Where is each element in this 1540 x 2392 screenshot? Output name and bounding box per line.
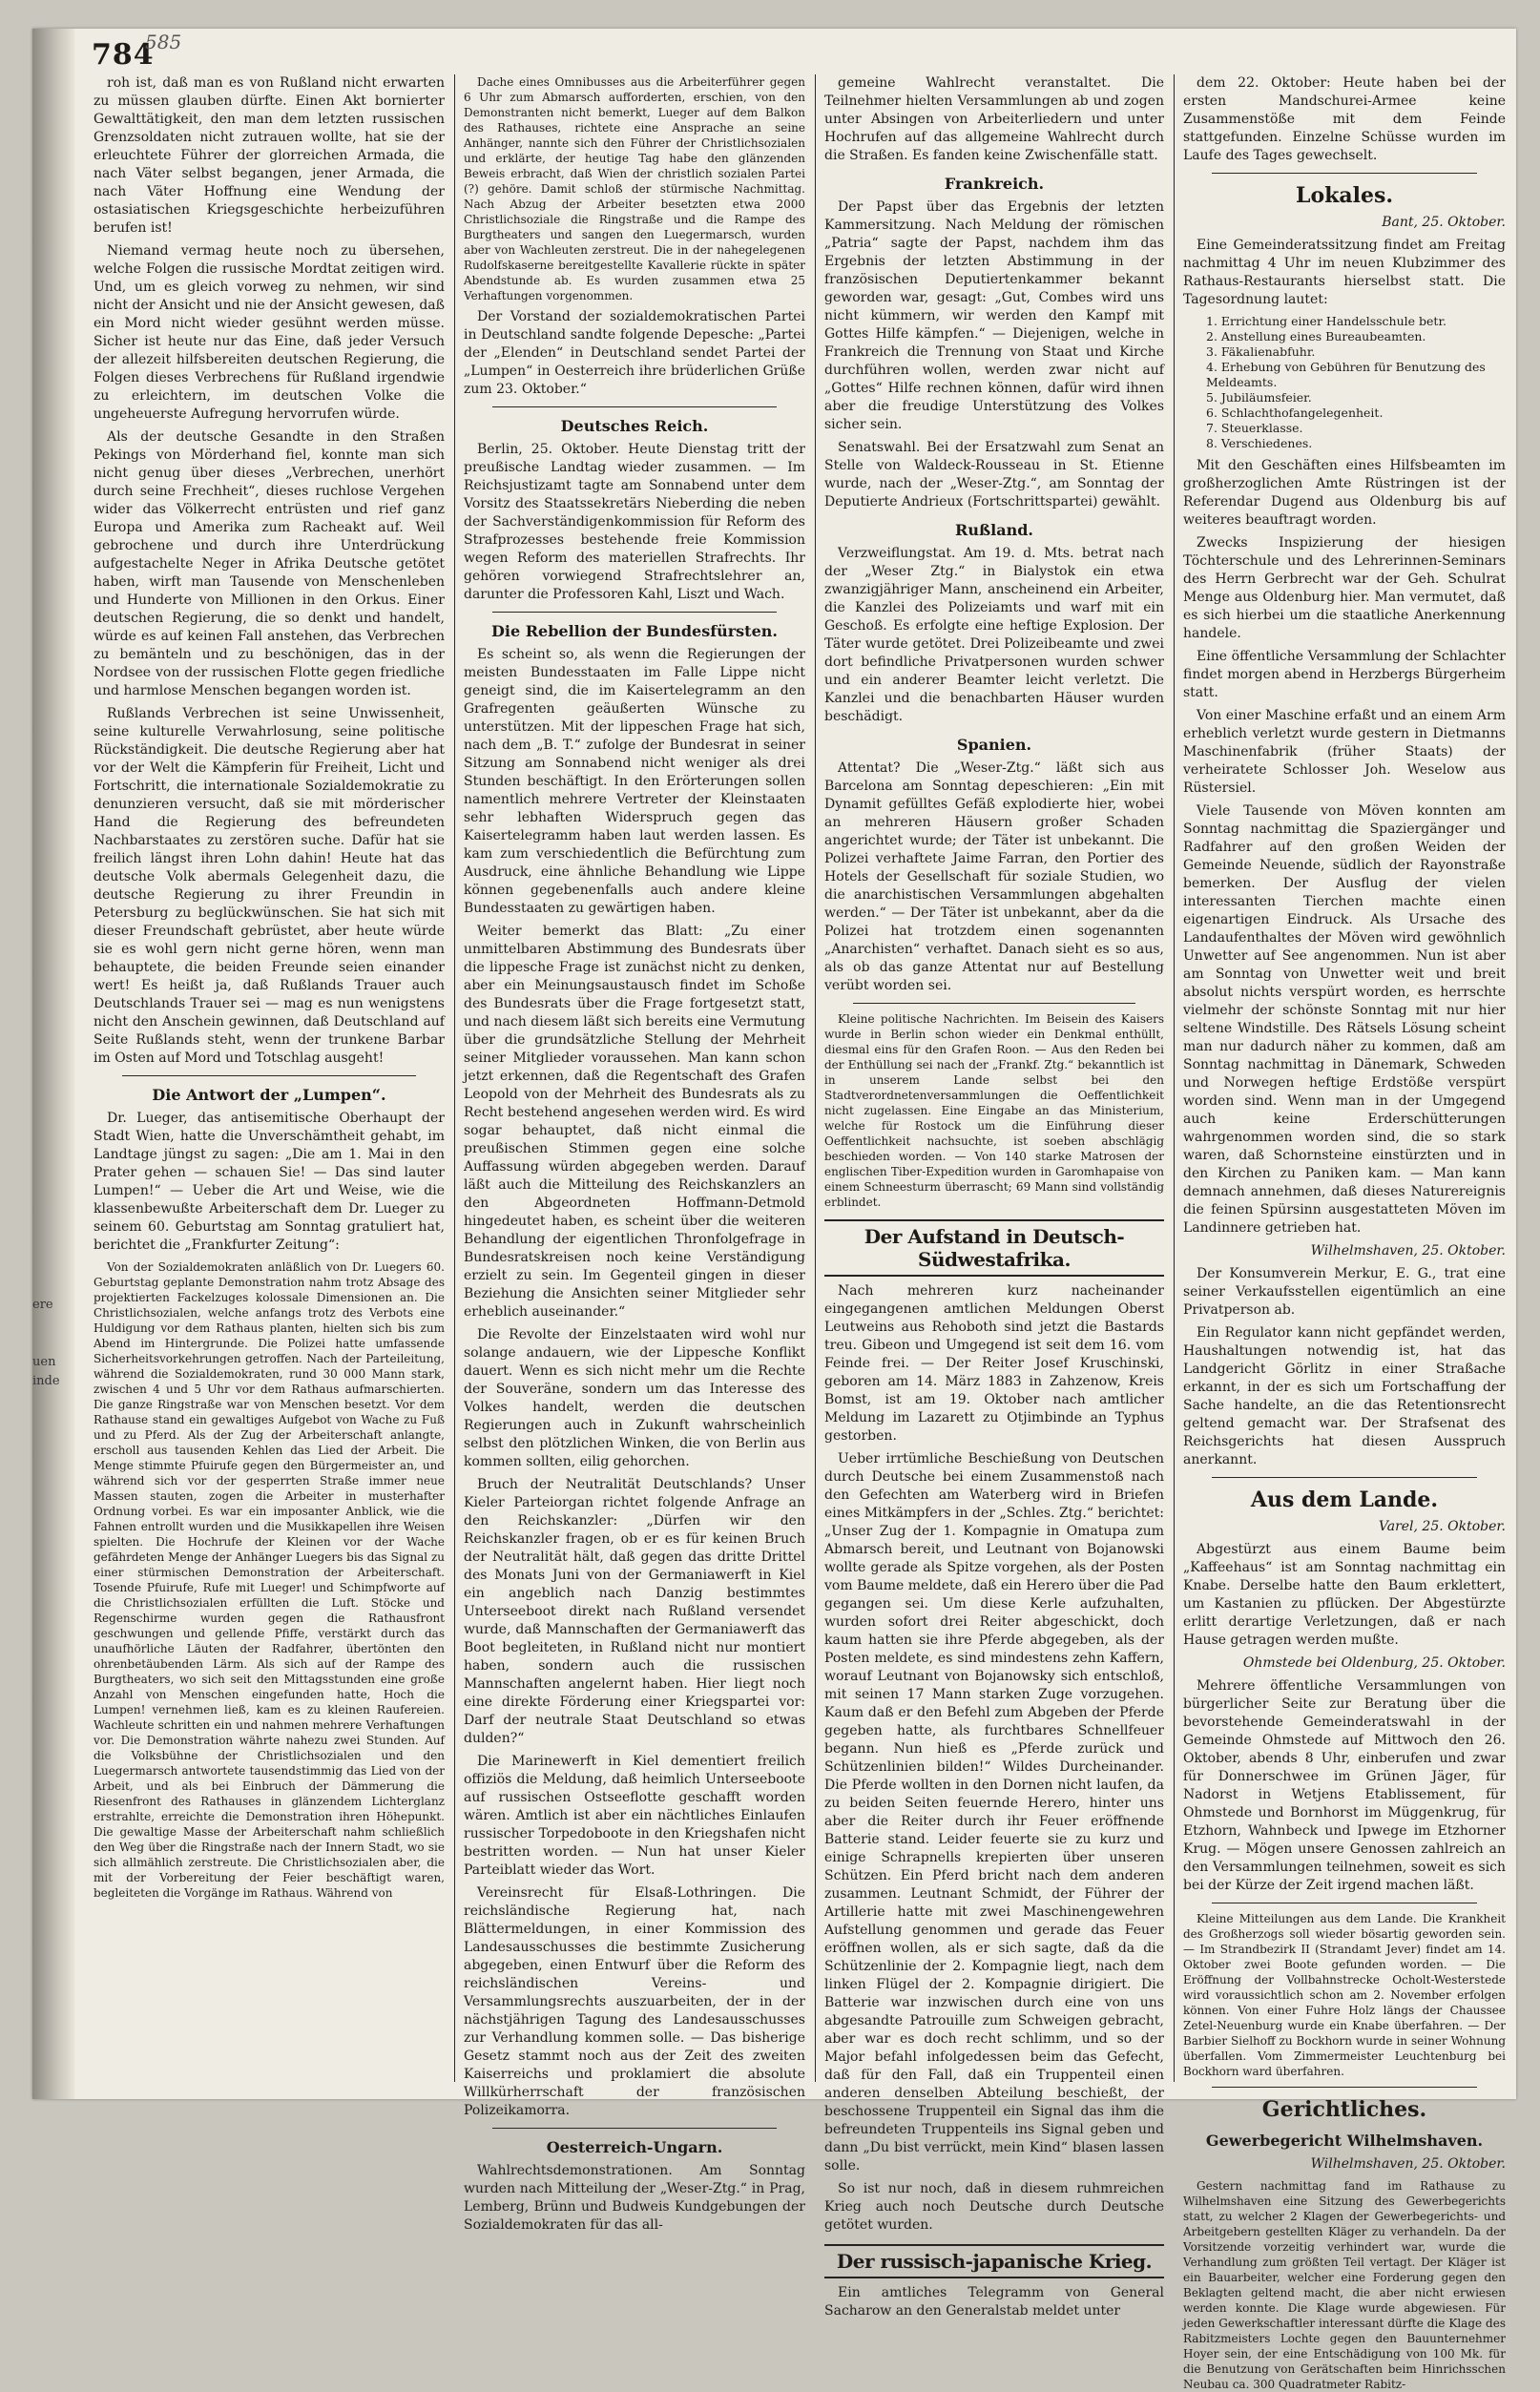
article-paragraph: Abgestürzt aus einem Baume beim „Kaffeehaus“ ist am Sonntag nachmittag ein Knabe. Derselbe hatte den Baum erklettert, um Kastanien zu pflücken. Der Abgestürzte erlitt derartige Verletzungen, daß er nach Hause getragen werden mußte. (1183, 1542, 1506, 1648)
article-paragraph-small: Gestern nachmittag fand im Rathause zu Wilhelmshaven eine Sitzung des Gewerbegerichts statt, zu welcher 2 Klagen der Gewerbegerichts- und Arbeitgebern gestellten Kläger zu verhandeln. Da der Vorsitzende vorzeitig verhindert war, wurde die Verhandlung zum größten Teil vertagt. Der Kläger ist ein Bauarbeiter, welcher eine Forderung gegen den Beklagten geltend macht, die aber nicht erwiesen werden konnte. Die Klage wurde abgewiesen. Für jeden Gewerkschaftler interessant dürfte die Klage des Rabitzmeisters Lochte gegen den Bauunternehmer Hoyer sein, der eine Entschädigung von 100 Mk. für die Benutzung von Gerätschaften beim Hinrichsschen Neubau ca. 300 Quadratmeter Rabitz- (1183, 2179, 1506, 2391)
article-heading: Die Rebellion der Bundesfürsten. (491, 622, 778, 640)
article-paragraph: Zwecks Inspizierung der hiesigen Töchterschule und des Lehrerinnen-Seminars des Herrn Gerbrecht war der Geh. Schulrat Menge aus Oldenburg hier. Man vermutet, daß es sich hierbei um die staatliche Anerkennung handele. (1183, 535, 1506, 641)
article-heading: Spanien. (956, 736, 1032, 754)
article-paragraph: Verzweiflungstat. Am 19. d. Mts. betrat nach der „Weser Ztg.“ in Bialystok ein etwa zwanzigjähriger Mann, anscheinend ein Arbeiter, die Kanzlei des Polizeiamts und warf mit ein Geschoß. Es erfolgte eine heftige Explosion. Der Täter wurde getötet. Drei Polizeibeamte und zwei dort befindliche Privatpersonen wurden schwer und ein anderer Beamter leicht verletzt. Die Kanzlei und die benachbarten Häuser wurden beschädigt. (824, 546, 1164, 724)
section-divider (853, 1003, 1135, 1004)
dateline: Wilhelmshaven, 25. Oktober. (1310, 2156, 1506, 2172)
page-binding-edge (32, 29, 74, 2099)
article-paragraph: Rußlands Verbrechen ist seine Unwissenheit, seine kulturelle Verwahrlosung, seine politische Rückständigkeit. Die deutsche Regierung aber hat vor der Welt die Kämpferin für Freiheit, Licht und Fortschritt, die internationale Sozialdemokratie zu denunzieren versucht, daß sie mit mörderischer Hand die Regierung des befreundeten Nachbarstaates zu zerstören suche. Dafür hat sie freilich längst ihren Lohn dahin! Heute hat das deutsche Volk abermals Gelegenheit dazu, die deutsche Regierung zu ihrer Freundin in Petersburg zu beglückwünschen. Sie hat sich mit dieser Freundschaft gebrüstet, aber heute würde sie es wohl gern nicht gerne hören, wenn man behauptete, die beiden Freunde seien einander wert! Es heißt ja, daß Rußlands Trauer auch Deutschlands Trauer sei — mag es nun wenigstens nicht den Anschein gewinnen, daß Deutschland auf Seite Rußlands steht, wenn der trunkene Barbar im Osten auf Mord und Totschlag ausgeht! (94, 706, 445, 1066)
section-divider (1212, 173, 1477, 174)
page-number: 784 (92, 38, 155, 72)
agenda-item: 4. Erhebung von Gebühren für Benutzung des Meldeamts. (1206, 360, 1486, 389)
section-heading: Der russisch-japanische Krieg. (824, 2244, 1164, 2278)
article-heading: Die Antwort der „Lumpen“. (152, 1086, 386, 1104)
article-paragraph: Der Papst über das Ergebnis der letzten Kammersitzung. Nach Meldung der römischen „Patria“ sagte der Papst, nachdem ihm das Ergebnis der letzten Abstimmung in der französischen Deputiertenkammer bekannt geworden war, gesagt: „Gut, Combes wird uns nicht kümmern, wir werden den Kampf mit Gottes Hilfe kämpfen.“ — Diejenigen, welche in Frankreich die Trennung von Staat und Kirche durchführen wollen, werden zwar nicht auf „Gottes“ Hilfe rechnen können, dafür wird ihnen aber die freudige Unterstützung des Volkes sicher sein. (824, 199, 1164, 432)
article-paragraph: Eine öffentliche Versammlung der Schlachter findet morgen abend in Herzbergs Bürgerheim statt. (1183, 649, 1506, 700)
dateline: Bant, 25. Oktober. (1382, 215, 1506, 230)
article-paragraph: Ein Regulator kann nicht gepfändet werden, Haushaltungen notwendig ist, hat das Landgericht Görlitz in einer Straßache erkannt, in der es sich um Fortschaffung der Sache handelte, an die das Retentionsrecht geltend gemacht war. Der Strafsenat des Reichsgerichts hat diesen Ausspruch anerkannt. (1183, 1325, 1506, 1467)
article-paragraph: Senatswahl. Bei der Ersatzwahl zum Senat an Stelle von Waldeck-Rousseau in St. Etienne wurde, nach der „Weser-Ztg.“, am Sonntag der Deputierte Andrieux (Fortschrittspartei) gewählt. (824, 440, 1164, 510)
dateline: Wilhelmshaven, 25. Oktober. (1310, 1243, 1506, 1258)
article-paragraph: Weiter bemerkt das Blatt: „Zu einer unmittelbaren Abstimmung des Bundesrats über die lippesche Frage ist zunächst nicht zu denken, aber ein Meinungsaustausch findet im Schoße des Bundesrats über die Frage fortgesetzt statt, und nach diesem läßt sich bereits eine Vermutung über die grundsätzliche Stellung der Mehrheit seiner Mitglieder voraussehen. Man kann schon jetzt erkennen, daß die Regentschaft des Grafen Leopold von der Mehrheit des Bundesrats als zu Recht bestehend angesehen werden wird. Es wird sogar behauptet, daß nicht einmal die preußischen Stimmen gegen eine solche Auffassung würden abgegeben werden. Darauf läßt auch die Mitteilung des Reichskanzlers an den Abgeordneten Hoffmann-Detmold hingedeutet haben, es scheint über die weiteren Behandlung der eigentlichen Thronfolgefrage in Bundesratskreisen noch keine Verständigung erzielt zu sein. Im Gegenteil gingen in dieser Beziehung die Ansichten seiner Mitglieder sehr erheblich auseinander.“ (464, 924, 805, 1320)
article-paragraph: Wahlrechtsdemonstrationen. Am Sonntag wurden nach Mitteilung der „Weser-Ztg.“ in Prag, Lemberg, Brünn und Budweis Kundgebungen der Sozialdemokraten für das all- (464, 2163, 805, 2233)
section-divider (492, 2128, 777, 2129)
agenda-item: 7. Steuerklasse. (1206, 421, 1303, 435)
article-paragraph-small: Kleine Mitteilungen aus dem Lande. Die Krankheit des Großherzogs soll wieder bösartig geworden sein. — Im Strandbezirk II (Strandamt Jever) findet am 14. Oktober zwei Boote gefunden worden. — Die Eröffnung der Vollbahnstrecke Ocholt-Westerstede wird voraussichtlich schon am 2. November erfolgen können. Von einer Fuhre Holz längs der Chaussee Zetel-Neuenburg wurde ein Knabe überfahren. — Der Barbier Sielhoff zu Bockhorn wurde in seiner Wohnung überfallen. Vom Zimmermeister Leuchtenburg bei Bockhorn ward überfahren. (1183, 1912, 1506, 2078)
handwritten-note: 585 (145, 31, 182, 53)
article-paragraph: Mehrere öffentliche Versammlungen von bürgerlicher Seite zur Beratung über die bevorstehende Gemeinderatswahl in der Gemeinde Ohmstede auf Mittwoch den 26. Oktober, abends 8 Uhr, einberufen und zwar für Donnerschwee im Grünen Jäger, für Nadorst in Wetjens Etablissement, für Ohmstede und Bornhorst im Müggenkrug, für Etzhorn, Wahnbeck und Ipwege im Etzhorner Krug. — Mögen unsere Genossen zahlreich an den Versammlungen teilnehmen, soweit es sich bei der Kürze der Zeit irgend machen läßt. (1183, 1678, 1506, 1893)
margin-fragment: ere (32, 1298, 53, 1312)
article-paragraph: Als der deutsche Gesandte in den Straßen Pekings von Mörderhand fiel, konnte man sich nicht genug über dieses „Verbrechen, unerhört durch seine Frechheit“, dieses ruchlose Vergehen wider das Völkerrecht entrüsten und rief ganz Europa und Amerika zum Racheakt auf. Weil gebrochene und durch ihre Unterdrückung aufgestachelte Neger in Afrika Deutsche getötet haben, wirft man Tausende von Menschenleben und Hunderte von Millionen in den Orkus. Einer deutschen Regierung, die so denkt und handelt, würde es auf keinen Fall anstehen, das Verbrechen zu bemänteln und zu beschönigen, das in der Nordsee von der russischen Flotte gegen friedliche und harmlose Menschen begangen worden ist. (94, 429, 445, 698)
section-divider (122, 1075, 416, 1076)
column-rule (1174, 74, 1175, 2082)
article-paragraph: Vereinsrecht für Elsaß-Lothringen. Die reichsländische Regierung hat, nach Blättermeldungen, in einer Kommission des Landesausschusses die bestimmte Zusicherung abgegeben, einen Entwurf über die Reform des reichsländischen Vereins- und Versammlungsrechts auszuarbeiten, der in der nächstjährigen Tagung des Landesausschusses zur Verhandlung kommen solle. — Das bisherige Gesetz stammt noch aus der Zeit des zweiten Kaiserreichs und proklamiert die absolute Willkürherrschaft der französischen Polizeikamorra. (464, 1885, 805, 2118)
section-heading: Gerichtliches. (1261, 2097, 1427, 2122)
article-paragraph-small: Kleine politische Nachrichten. Im Beisein des Kaisers wurde in Berlin schon wieder ein Denkmal enthüllt, diesmal eins für den Grafen Roon. — Aus den Reden bei der Enthüllung sei nach der „Frankf. Ztg.“ bekanntlich ist in unserem Lande selbst bei den Stadtverordnetenversammlungen die Oeffentlichkeit nicht zugelassen. Eine Eingabe an das Ministerium, welche für Rostock um die Einführung dieser Oeffentlichkeit nachsuchte, ist soeben abschlägig beschieden worden. — Von 140 starke Matrosen der englischen Tiber-Expedition wurden in Garomhapaise von einem Schneesturm überrascht; 69 Mann sind vollständig erblindet. (824, 1012, 1164, 1209)
article-paragraph: Die Marinewerft in Kiel dementiert freilich offiziös die Meldung, daß heimlich Unterseeboote auf russischen Ostseeflotte geschafft worden wären. Amtlich ist aber ein nächtliches Einlaufen russischer Torpedoboote in den Kriegshafen nicht bestritten worden. — Nun hat unser Kieler Parteiblatt wieder das Wort. (464, 1754, 805, 1878)
agenda-item: 3. Fäkalienabfuhr. (1206, 344, 1316, 359)
article-paragraph: dem 22. Oktober: Heute haben bei der ersten Mandschurei-Armee keine Zusammenstöße mit dem Feinde stattgefunden. Einzelne Schüsse wurden im Laufe des Tages gewechselt. (1183, 75, 1506, 163)
article-paragraph: Eine Gemeinderatssitzung findet am Freitag nachmittag 4 Uhr im neuen Klubzimmer des Rathaus-Restaurants hierselbst statt. Die Tagesordnung lautet: (1183, 238, 1506, 307)
article-paragraph: Berlin, 25. Oktober. Heute Dienstag tritt der preußische Landtag wieder zusammen. — Im Reichsjustizamt tagte am Sonnabend unter dem Vorsitz des Staatssekretärs Nieberding die neben der Sachverständigenkommission für Reform des Strafprozesses bestehende freie Kommission wegen Reform des materiellen Strafrechts. Ihr gehören vorwiegend Strafrechtslehrer an, darunter die Professoren Kahl, Liszt und Wach. (464, 442, 805, 602)
section-divider (492, 406, 777, 407)
section-divider (1212, 1477, 1477, 1478)
article-paragraph: Ueber irrtümliche Beschießung von Deutschen durch Deutsche bei einem Zusammenstoß nach den Gefechten am Waterberg wird in Briefen eines Mitkämpfers in der „Schles. Ztg.“ berichtet: „Unser Zug der 1. Kompagnie in Omatupa zum Abmarsch bereit, und Leutnant von Bojanowski wollte gerade als Spitze vorgehen, als der Posten vom Baume meldete, daß ein Herero über die Pad gegangen sei. Um diese Kerle aufzuhalten, wurden sofort drei Reiter abgeschickt, doch kaum hatten sie ihre Pferde abgegeben, als der Posten meldete, es sind mindestens zehn Kaffern, worauf Leutnant von Bojanowsky sich entschloß, mit seinen 17 Mann starken Zuge vorzugehen. Kaum daß er den Befehl zum Abgeben der Pferde gegeben hatte, als furchtbares Schnellfeuer begann. Nun hieß es „Pferde zurück und Schützenlinien bilden!“ Wildes Durcheinander. Die Pferde wollten in den Dornen nicht laufen, da zu beiden Seiten feuernde Herero, hinter uns aber die Reiter durch ihr Feuer eröffnende Batterie stand. Leider feuerte sie zu kurz und einige Schrapnells krepierten über unseren Schützen. Ein Pferd bricht nach dem anderen zusammen. Leutnant Schmidt, der Führer der Artillerie hatte mit zwei Maschinengewehren Aufstellung genommen und gerade das Feuer eröffnen wollen, als er sich sagte, daß da die Schützenlinie der 2. Kompagnie liegt, nach dem linken Flügel der 2. Kompagnie dirigiert. Die Batterie war inzwischen durch eine von uns abgesandte Patrouille zum Schweigen gebracht, aber war es doch recht schlimm, und so der Major befahl infolgedessen beim das Gefecht, daß für den Fall, daß ein Truppenteil einen anderen denselben Abteilung beschießt, der beschossene Truppenteil ein Signal das ihm die befreundeten Truppenteils ins Signal geben und dann „Du bist verrückt, mein Kind“ blasen lassen solle. (824, 1451, 1164, 2174)
agenda-item: 5. Jubiläumsfeier. (1206, 390, 1312, 405)
margin-fragment: uen (32, 1355, 56, 1369)
section-heading: Aus dem Lande. (1250, 1487, 1439, 1512)
article-paragraph-small: Von der Sozialdemokraten anläßlich von Dr. Luegers 60. Geburtstag geplante Demonstration nahm trotz Absage des projektierten Fackelzuges kolossale Dimensionen an. Die Christlichsozialen, welche anfangs trotz des Verbots eine Huldigung vor dem Rathaus planten, hielten sich bis zum Abend im Hintergrunde. Die Polizei hatte umfassende Sicherheitsvorkehrungen getroffen. Nach der Parteileitung, während die Sozialdemokraten, rund 30 000 Mann stark, zwischen 4 und 5 Uhr vor dem Rathaus aufmarschierten. Die ganze Ringstraße war von Menschen besetzt. Vor dem Rathause stand ein gewaltiges Aufgebot von Wache zu Fuß und zu Pferd. Als der Zug der Arbeiterschaft anlangte, erscholl aus tausenden Kehlen das Lied der Arbeit. Die Menge stimmte Pfuirufe gegen den Bürgermeister an, und während sich vor der gesperrten Straße immer neue Massen stauten, zogen die Arbeiter in musterhafter Ordnung vorbei. Es war ein imposanter Anblick, wie die Fahnen entrollt wurden und die Musikkapellen ihre Weisen spielten. Die Hochrufe der Kleinen vor der Wache gefährdeten Menge der Anhänger Luegers bis das Signal zu einer stürmischen Demonstration der Arbeiterschaft. Tosende Pfuirufe, Rufe mit Lueger! und Schimpfworte auf die Christlichsozialen erfüllten die Luft. Stöcke und Regenschirme wurden gegen die Rathausfront geschwungen und gellende Pfiffe, verstärkt durch das unaufhörliche Läuten der Radfahrer, übertönten den ohrenbetäubenden Lärm. Als sich auf der Rampe des Burgtheaters, wo sich seit den Mittagsstunden eine große Anzahl von Menschen eingefunden hatte, Hoch die Lumpen! vernehmen ließ, kam es zu kleinen Raufereien. Wachleute schritten ein und nahmen mehrere Verhaftungen vor. Die Demonstration währte nahezu zwei Stunden. Auf die Volksbühne der Christlichsozialen und den Luegermarsch antwortete tausendstimmig das Lied von der Arbeit, und als bei Einbruch der Dämmerung die Riesenfront des Rathauses in glänzendem Lichterglanz erstrahlte, erreichte die Demonstration ihren Höhepunkt. Die gewaltige Masse der Arbeiterschaft nahm schließlich den Weg über die Ringstraße nach der Innern Stadt, wo sie sich allmählich zerstreute. Die Christlichsozialen aber, die mit der Vorbereitung der Feier beschäftigt waren, begleiteten die Vorgänge im Rathaus. Während von (94, 1260, 445, 1900)
section-divider (1212, 2087, 1477, 2088)
column-4 (1177, 74, 1511, 2391)
agenda-item: 1. Errichtung einer Handelsschule betr. (1206, 314, 1447, 328)
dateline: Ohmstede bei Oldenburg, 25. Oktober. (1242, 1655, 1506, 1671)
column-2 (458, 74, 811, 2233)
article-paragraph: Von einer Maschine erfaßt und an einem Arm erheblich verletzt wurde gestern in Dietmanns Maschinenfabrik (früher Staats) der verheiratete Schlosser Joh. Weselow aus Rüstersiel. (1183, 708, 1506, 796)
article-heading: Oesterreich-Ungarn. (546, 2138, 723, 2156)
newspaper-page (32, 29, 1516, 2391)
agenda-item: 6. Schlachthofangelegenheit. (1206, 406, 1384, 420)
article-paragraph: So ist nur noch, daß in diesem ruhmreichen Krieg auch noch Deutsche durch Deutsche getötet wurden. (824, 2181, 1164, 2233)
article-paragraph: Niemand vermag heute noch zu übersehen, welche Folgen die russische Mordtat zeitigen wird. Und, um es gleich vorweg zu nehmen, wir sind nicht der Ansicht und nie der Ansicht gewesen, daß ein Mord nicht wieder gesühnt werden müsse. Sicher ist heute nur das Eine, daß jeder Versuch der allezeit hilfsbereiten deutschen Regierung, die Folgen dieses Verbrechens für Rußland irgendwie zu erleichtern, im deutschen Volke die ungeheuerste Aufregung hervorrufen würde. (94, 243, 445, 422)
margin-fragment: inde (32, 1374, 60, 1388)
article-paragraph: Der Konsumverein Merkur, E. G., trat eine seiner Verkaufsstellen eigentümlich an eine Privatperson ab. (1183, 1266, 1506, 1318)
article-heading: Deutsches Reich. (560, 417, 709, 435)
article-paragraph: Dr. Lueger, das antisemitische Oberhaupt der Stadt Wien, hatte die Unverschämtheit gehabt, im Landtage jüngst zu sagen: „Die am 1. Mai in den Prater gehen — schauen Sie! — Das sind lauter Lumpen!“ — Ueber die Art und Weise, wie die klassenbewußte Arbeiterschaft dem Dr. Lueger zu seinem 60. Geburtstag am Sonntag gratuliert hat, berichtet die „Frankfurter Zeitung“: (94, 1111, 445, 1253)
section-heading: Lokales. (1295, 183, 1394, 208)
article-paragraph: Der Vorstand der sozialdemokratischen Partei in Deutschland sandte folgende Depesche: „Partei der „Elenden“ in Deutschland sendet Partei der „Lumpen“ in Oesterreich ihre brüderlichen Grüße zum 23. Oktober.“ (464, 309, 805, 397)
article-paragraph: Die Revolte der Einzelstaaten wird wohl nur solange andauern, wie der Lippesche Konflikt dauert. Wenn es sich nicht mehr um die Rechte der Souveräne, sondern um das Interesse des Volkes handelt, werden die deutschen Regierungen auch in Zukunft wahrscheinlich selbst den plötzlichen Winken, die von Berlin aus kommen sollten, eilig gehorchen. (464, 1327, 805, 1469)
article-heading: Gewerbegericht Wilhelmshaven. (1205, 2132, 1484, 2150)
column-1 (88, 74, 450, 2082)
article-paragraph: Ein amtliches Telegramm von General Sacharow an den Generalstab meldet unter (824, 2285, 1164, 2319)
column-rule (454, 74, 455, 2082)
article-paragraph: Es scheint so, als wenn die Regierungen der meisten Bundesstaaten im Falle Lippe nicht geneigt sind, die im Kaisertelegramm an den Grafregenten geäußerten Wünsche zu unterstützen. Mit der lippeschen Frage hat sich, nach dem „B. T.“ zufolge der Bundesrat in seiner Sitzung am Sonnabend nicht weniger als drei Stunden beschäftigt. In den Erörterungen sollen namentlich mehrere Vertreter der Kleinstaaten sehr lebhaften Widerspruch gegen das Kaisertelegramm haben laut werden lassen. Es kam zum verschiedentlich die Befürchtung zum Ausdruck, eine ähnliche Behandlung wie Lippe können gegebenenfalls auch andere kleine Bundesstaaten zu gewärtigen haben. (464, 647, 805, 916)
agenda-item: 2. Anstellung eines Bureaubeamten. (1206, 329, 1426, 343)
article-heading: Frankreich. (944, 175, 1045, 193)
dateline: Varel, 25. Oktober. (1378, 1519, 1506, 1534)
article-paragraph: Mit den Geschäften eines Hilfsbeamten im großherzoglichen Amte Rüstringen ist der Referendar Dugend aus Oldenburg bis auf weiteres beauftragt worden. (1183, 458, 1506, 528)
column-3 (819, 74, 1170, 2319)
section-heading: Der Aufstand in Deutsch-Südwestafrika. (824, 1219, 1164, 1277)
article-paragraph: Viele Tausende von Möven konnten am Sonntag nachmittag die Spaziergänger und Radfahrer auf den großen Weiden der Gemeinde Neuende, südlich der Rayonstraße bemerken. Der Ausflug der vielen interessanten Tierchen machte einen eigenartigen Eindruck. Als Ursache des Landaufenthaltes der Möven wird gewöhnlich Unwetter auf See angenommen. Nun ist aber am Sonntag von Unwetter weit und breit absolut nichts verspürt worden, es herrschte vielmehr der schönste Sonntag mit nur hier seltene Windstille. Des Rätsels Lösung scheint man nur dadurch näher zu kommen, daß am Sonntag nachmittag in Dänemark, Schweden und Norwegen heftige Erdstöße verspürt worden sind. Wenn man in der Umgegend auch keine Erderschütterungen wahrgenommen worden sind, die so stark waren, daß Schornsteine einstürzten und in den Kirchen zu Paniken kam. — Man kann demnach annehmen, daß dieses Naturereignis die feinen Spürsinn ausgestatteten Möven im Landinnere getrieben hat. (1183, 803, 1506, 1236)
article-paragraph: Bruch der Neutralität Deutschlands? Unser Kieler Parteiorgan richtet folgende Anfrage an den Reichskanzler: „Dürfen wir den Reichskanzler fragen, ob er es für keinen Bruch der Neutralität hält, daß gegen das dritte Drittel des Monats Juni von der Germaniawerft in Kiel ein angeblich nach Danzig bestimmtes Unterseeboot direkt nach Rußland versendet wurde, daß Mannschaften der Germaniawerft das Boot begleiteten, in Rußland nicht nur montiert haben, sondern auch die russischen Mannschaften angelernt haben. Hier liegt noch eine direkte Förderung einer Kriegspartei vor: Darf der neutrale Staat Deutschland so etwas dulden?“ (464, 1477, 805, 1746)
section-divider (492, 612, 777, 613)
article-paragraph: gemeine Wahlrecht veranstaltet. Die Teilnehmer hielten Versammlungen ab und zogen unter Absingen von Arbeiterliedern und unter Hochrufen auf das allgemeine Wahlrecht durch die Straßen. Es fanden keine Zwischenfälle statt. (824, 75, 1164, 163)
article-paragraph-small: Dache eines Omnibusses aus die Arbeiterführer gegen 6 Uhr zum Abmarsch aufforderten, erschien, von den Demonstranten nicht bemerkt, Lueger auf dem Balkon des Rathauses, richtete eine Ansprache an seine Anhänger, nannte sich den Führer der Christlichsozialen und erklärte, der heutige Tag habe den glänzenden Beweis erbracht, daß Wien der christlich sozialen Partei (?) gehöre. Damit schloß der stürmische Nachmittag. Nach Abzug der Arbeiter besetzten etwa 2000 Christlichsoziale die Ringstraße und die Rampe des Burgtheaters und sangen den Luegermarsch, wurden aber von Wachleuten zerstreut. Die in der nahegelegenen Rudolfskaserne bereitgestellte Kavallerie rückte in später Abendstunde ab. Es wurden zusammen etwa 25 Verhaftungen vorgenommen. (464, 75, 805, 302)
article-heading: Rußland. (955, 521, 1033, 539)
article-paragraph: roh ist, daß man es von Rußland nicht erwarten zu müssen glauben dürfte. Einen Akt bornierter Gewalttätigkeit, den man dem letzten russischen Grenzsoldaten nicht zutrauen wollte, hat sie der erleuchtete Führer der glorreichen Armada, die nach Väter selbst begangen, jener Armada, die nach Väter Hoffnung eine Wendung der ostasiatischen Kriegsgeschichte herbeizuführen berufen ist! (94, 75, 445, 236)
article-paragraph: Attentat? Die „Weser-Ztg.“ läßt sich aus Barcelona am Sonntag depeschieren: „Ein mit Dynamit gefülltes Gefäß explodierte hier, wobei an mehreren Häusern großer Schaden angerichtet wurde; der Täter ist unbekannt. Die Polizei verhaftete Jaime Farran, den Portier des Hotels der Gesellschaft für soziale Studien, wo die anarchistischen Versammlungen abgehalten werden.“ — Der Täter ist unbekannt, aber da die Polizei hat trotzdem einen sogenannten „Anarchisten“ verhaftet. Danach sieht es so aus, als ob das ganze Attentat nur auf Bestellung verübt worden sei. (824, 760, 1164, 993)
column-rule (815, 74, 816, 2082)
agenda-list (1206, 314, 1506, 451)
agenda-item: 8. Verschiedenes. (1206, 436, 1313, 450)
article-paragraph: Nach mehreren kurz nacheinander eingegangenen amtlichen Meldungen Oberst Leutweins aus Rehoboth sind jetzt die Bastards treu. Gibeon und Umgegend ist seit dem 16. vom Feinde frei. — Der Reiter Josef Kruschinski, geboren am 14. März 1883 in Zahzenow, Kreis Bomst, ist am 19. Oktober nach amtlicher Meldung im Lazarett zu Otjimbinde an Typhus gestorben. (824, 1283, 1164, 1444)
